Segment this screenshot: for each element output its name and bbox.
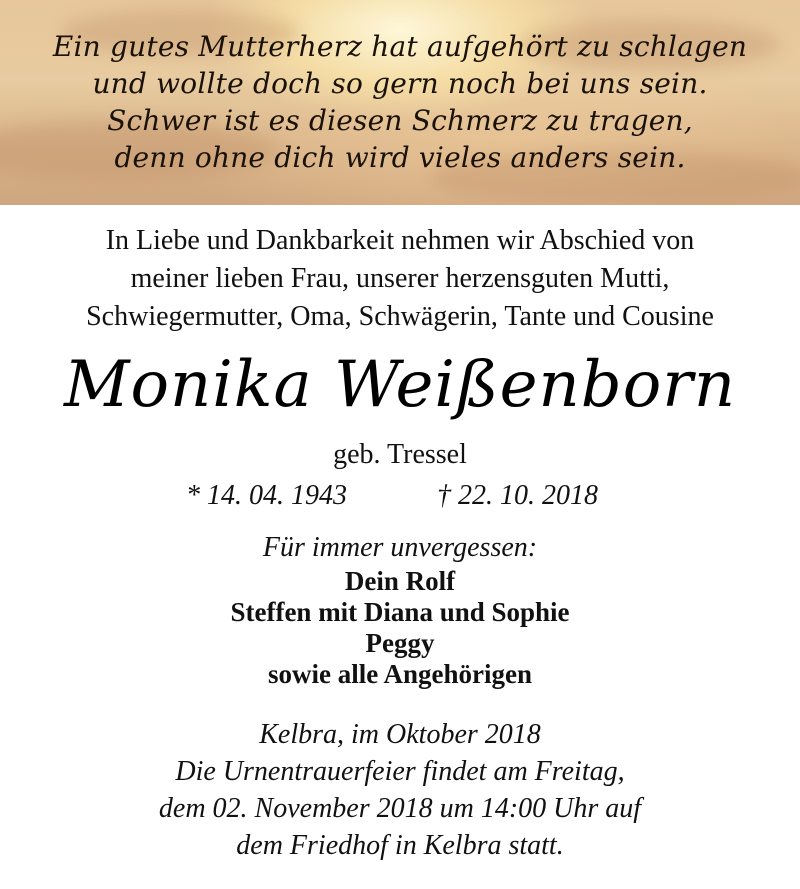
poem — [0, 28, 800, 176]
intro-text — [0, 222, 800, 336]
signer: Peggy — [365, 628, 435, 658]
closing-line: Kelbra, im Oktober 2018 — [259, 719, 541, 750]
signer: sowie alle Angehörigen — [268, 659, 532, 689]
closing-line: dem Friedhof in Kelbra statt. — [236, 830, 564, 861]
closing-text — [0, 716, 800, 864]
maiden-name: geb. Tressel — [333, 439, 467, 470]
intro-line: meiner lieben Frau, unserer herzensguten Mutti, — [130, 263, 670, 294]
death-date: † 22. 10. 2018 — [437, 480, 598, 511]
poem-line: und wollte doch so gern noch bei uns sein. — [92, 67, 708, 100]
birth-date: * 14. 04. 1943 — [186, 480, 347, 511]
intro-line: In Liebe und Dankbarkeit nehmen wir Abschied von — [105, 225, 695, 256]
remembrance-line: Für immer unvergessen: — [262, 532, 538, 563]
deceased-name: Monika Weißenborn — [63, 348, 737, 422]
poem-line: Ein gutes Mutterherz hat aufgehört zu schlagen — [52, 30, 748, 63]
signer: Steffen mit Diana und Sophie — [230, 597, 570, 627]
closing-line: Die Urnentrauerfeier findet am Freitag, — [175, 756, 625, 787]
signer: Dein Rolf — [344, 566, 456, 596]
poem-line: Schwer ist es diesen Schmerz zu tragen, — [107, 104, 693, 137]
intro-line: Schwiegermutter, Oma, Schwägerin, Tante und Cousine — [86, 301, 714, 332]
closing-line: dem 02. November 2018 um 14:00 Uhr auf — [158, 793, 642, 824]
sunset-header-image — [0, 0, 800, 205]
poem-line: denn ohne dich wird vieles anders sein. — [114, 141, 686, 174]
signers-list — [0, 566, 800, 690]
